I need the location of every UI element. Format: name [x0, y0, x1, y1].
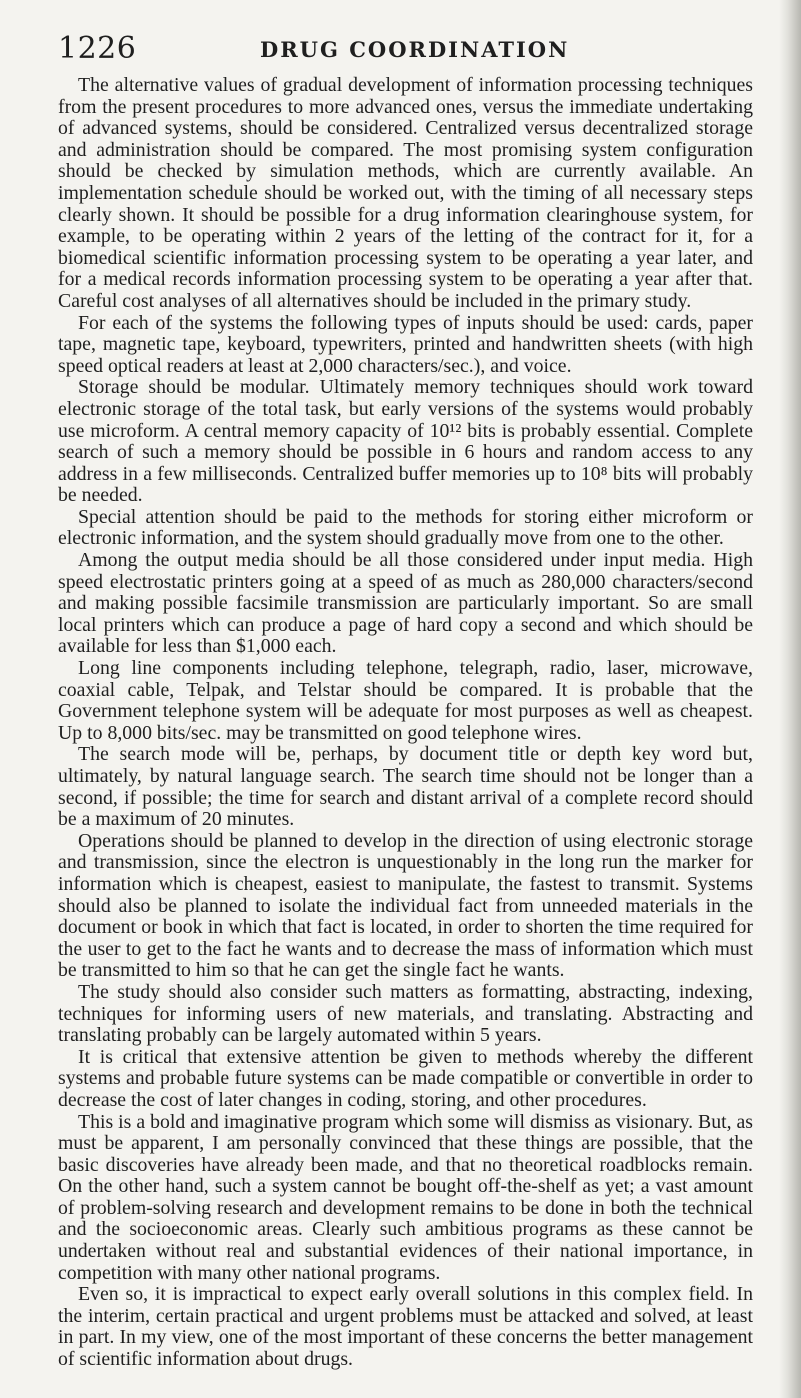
paragraph: Long line components including telephone, telegraph, radio, laser, microwave, coaxial cable, Telpak, and Telstar should be compared. It is probable that the Government telephone system will be adequate for most purposes as well as cheapest. Up to 8,000 bits/sec. may be transmitted on good telephone wires. [58, 657, 753, 744]
paragraph: The study should also consider such matters as formatting, abstracting, indexing, techniques for informing users of new materials, and translating. Abstracting and translating probably can be largely automated within 5 years. [58, 980, 753, 1047]
page-number: 1226 [58, 31, 137, 66]
paragraph: This is a bold and imaginative program which some will dismiss as visionary. But, as must be apparent, I am personally convinced that these things are possible, that the basic discoveries have already been made, and that no theoretical roadblocks remain. On the other hand, such a system cannot be bought off-the-shelf as yet; a vast amount of problem-solving research and development remains to be done in both the technical and the socioeconomic areas. Clearly such ambitious programs as these cannot be undertaken without real and substantial evidences of their national importance, in competition with many other national programs. [58, 1110, 753, 1284]
paragraph: For each of the systems the following types of inputs should be used: cards, paper tape, magnetic tape, keyboard, typewriters, printed and handwritten sheets (with high speed optical readers at least at 2,000 characters/sec.), and voice. [58, 311, 753, 377]
paragraph: The alternative values of gradual development of information processing techniques from the present procedures to more advanced ones, versus the immediate undertaking of advanced systems, should be considered. Centralized versus decentralized storage and administration should be compared. The most promising system configuration should be checked by simulation methods, which are currently available. An implementation schedule should be worked out, with the timing of all necessary steps clearly shown. It should be possible for a drug information clearinghouse system, for example, to be operating within 2 years of the letting of the contract for it, for a biomedical scientific information processing system to be operating a year later, and for a medical records information processing system to be operating a year after that. Careful cost analyses of all alternatives should be included in the primary study. [58, 74, 753, 312]
paragraph: Storage should be modular. Ultimately memory techniques should work toward electronic storage of the total task, but early versions of the systems would probably use microform. A central memory capacity of 10¹² bits is probably essential. Complete search of such a memory should be possible in 6 hours and random access to any address in a few milliseconds. Centralized buffer memories up to 10⁸ bits will probably be needed. [58, 376, 753, 507]
paragraph: It is critical that extensive attention be given to methods whereby the different systems and probable future systems can be made compatible or convertible in order to decrease the cost of later changes in coding, storing, and other procedures. [58, 1045, 753, 1111]
paragraph: Operations should be planned to develop in the direction of using electronic storage and transmission, since the electron is unquestionably in the long run the marker for information which is cheapest, easiest to manipulate, the fastest to transmit. Systems should also be planned to isolate the individual fact from unneeded materials in the document or book in which that fact is located, in order to shorten the time required for the user to get to the fact he wants and to decrease the mass of information which must be transmitted to him so that he can get the single fact he wants. [58, 829, 753, 982]
page-header [58, 32, 753, 66]
paragraph: The search mode will be, perhaps, by document title or depth key word but, ultimately, by natural language search. The search time should not be longer than a second, if possible; the time for search and distant arrival of a complete record should be a maximum of 20 minutes. [58, 743, 753, 831]
running-head: DRUG COORDINATION [260, 37, 570, 62]
paragraph: Even so, it is impractical to expect early overall solutions in this complex field. In the interim, certain practical and urgent problems must be attacked and solved, at least in part. In my view, one of the most important of these concerns the better management of scientific information about drugs. [58, 1283, 753, 1371]
paragraph: Special attention should be paid to the methods for storing either microform or electronic information, and the system should gradually move from one to the other. [58, 505, 753, 550]
page-edge-shadow [779, 0, 801, 1398]
paragraph: Among the output media should be all those considered under input media. High speed electrostatic printers going at a speed of as much as 280,000 characters/second and making possible facsimile transmission are particularly important. So are small local printers which can produce a page of hard copy a second and which should be available for less than $1,000 each. [58, 549, 753, 658]
body-text [58, 75, 753, 1371]
